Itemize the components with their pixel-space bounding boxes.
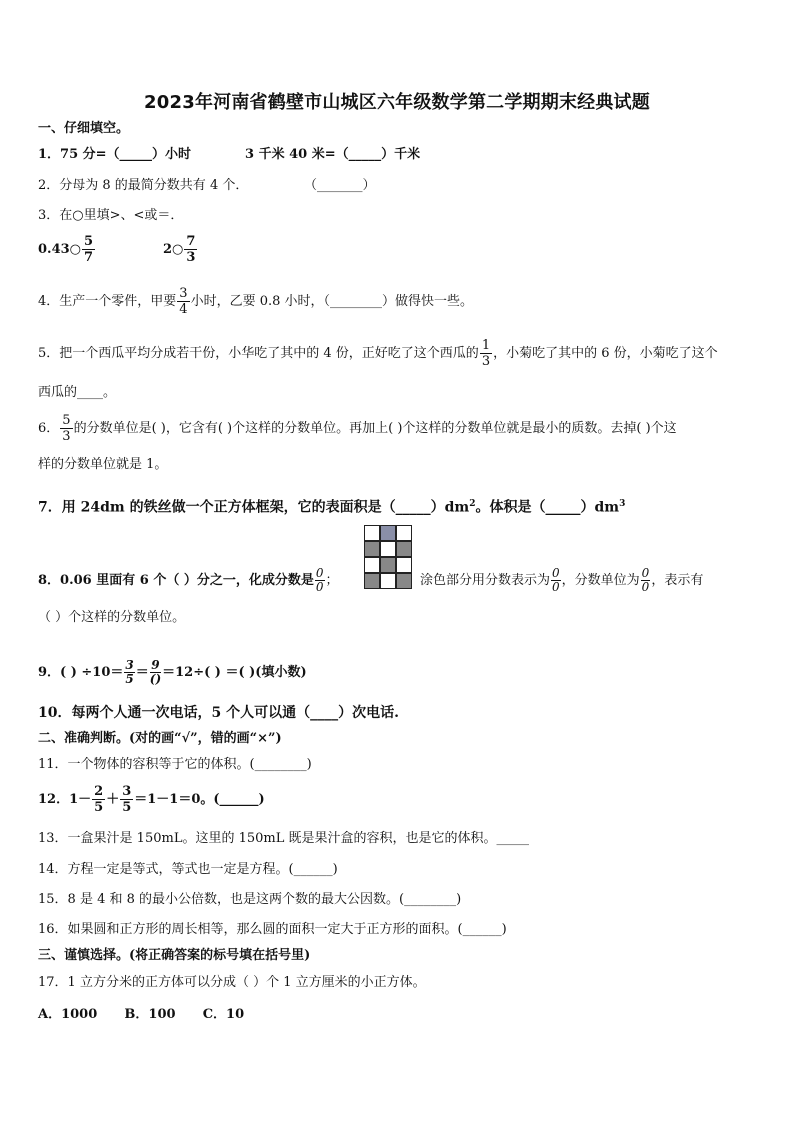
question-6-line2: 样的分数单位就是 1。 [38,457,168,472]
question-8-middle: 涂色部分用分数表示为 [420,573,551,588]
fraction-blank [315,567,325,594]
question-9 [38,659,307,686]
fraction [184,234,197,265]
section-3-heading: 三、谨慎选择。(将正确答案的标号填在括号里) [38,948,311,963]
fraction [150,659,161,686]
grid-cell [396,557,412,573]
fraction [92,784,105,815]
question-1a: 1．75 分=（_____）小时 [38,147,192,162]
question-7-text: 7．用 24dm 的铁丝做一个正方体框架，它的表面积是（_____）dm [38,499,470,516]
fraction [177,286,189,317]
question-8 [38,567,339,594]
page-title: 2023年河南省鹤壁市山城区六年级数学第二学期期末经典试题 [144,92,650,113]
section-2-heading: 二、准确判断。(对的画“√”，错的画“×”) [38,731,282,746]
fraction [82,234,95,265]
fraction-blank [641,567,651,594]
fraction-numerator: 0 [641,566,650,580]
shaded-grid-figure [364,525,412,589]
fraction-numerator: 0 [315,566,324,580]
superscript: 2 [469,499,476,509]
fraction-denominator: 3 [62,429,71,444]
fraction-numerator: 7 [186,234,196,249]
grid-cell-shaded [364,573,380,589]
question-2-blank: （_______） [304,178,376,193]
fraction [120,784,133,815]
question-8-suffix: ，表示有 [651,573,704,588]
question-12 [38,784,265,815]
question-7-middle: 。体积是（_____）dm [475,499,620,516]
grid-cell [396,525,412,541]
question-12-suffix: ＝1－1＝0。(______) [134,792,265,807]
question-6 [38,413,677,444]
question-15: 15．8 是 4 和 8 的最小公倍数，也是这两个数的最大公因数。(________) [38,892,462,907]
fraction-denominator: 5 [94,800,104,815]
question-5-line2: 西瓜的____。 [38,385,117,400]
question-17-options: A．1000 B．100 C．10 [38,1007,245,1022]
fraction-numerator: 0 [552,566,560,580]
fraction-numerator: 5 [84,234,94,249]
question-7 [38,495,625,517]
question-5-suffix: ，小菊吃了其中的 6 份，小菊吃了这个 [493,346,718,361]
fraction-denominator: 5 [122,800,132,815]
grid-cell [380,573,396,589]
fraction [124,659,134,686]
fraction-denominator: 0 [641,580,650,594]
question-3b [163,234,198,265]
question-14: 14．方程一定是等式，等式也一定是方程。(______) [38,862,338,877]
grid-cell [364,525,380,541]
fraction-numerator: 9 [151,658,160,672]
question-1b: 3 千米 40 米=（_____）千米 [245,147,421,162]
plus-sign: ＋ [106,792,120,807]
question-4-suffix: 小时，乙要 0.8 小时，（________）做得快一些。 [190,294,474,309]
fraction-denominator: 7 [84,250,94,265]
question-12-prefix: 12．1－ [38,792,92,807]
grid-cell [380,541,396,557]
question-3b-prefix: 2○ [163,242,184,257]
question-5 [38,338,718,369]
fraction-denominator: 0 [315,580,324,594]
grid-cell [364,557,380,573]
fraction-denominator: 0 [552,580,560,594]
question-2-text: 2．分母为 8 的最简分数共有 4 个． [38,178,249,193]
question-2 [38,177,248,195]
question-13: 13．一盒果汁是 150mL。这里的 150mL 既是果汁盒的容积，也是它的体积。_____ [38,831,529,846]
question-17: 17．1 立方分米的正方体可以分成（ ）个 1 立方厘米的小正方体。 [38,975,426,990]
question-6-suffix: 的分数单位是( )，它含有( )个这样的分数单位。再加上( )个这样的分数单位就是最小的质数。去掉( )个这 [73,421,677,436]
question-11: 11．一个物体的容积等于它的体积。(________) [38,757,312,772]
question-16: 16．如果圆和正方形的周长相等，那么圆的面积一定大于正方形的面积。(______) [38,922,507,937]
question-3a-prefix: 0.43○ [38,242,82,257]
question-9-suffix: ＝12÷( ) ＝( )(填小数) [162,665,307,680]
fraction-numerator: 3 [125,658,134,672]
fraction-blank [551,567,561,594]
question-3a [38,234,96,265]
question-3-text: 3．在○里填>、<或＝． [38,208,184,223]
superscript: 3 [619,499,626,509]
question-6-prefix: 6． [38,421,60,436]
grid-cell-shaded [396,541,412,557]
section-1-heading: 一、仔细填空。 [38,121,130,136]
fraction-numerator: 3 [179,286,188,301]
question-4 [38,286,473,317]
question-8-middle-2: ，分数单位为 [561,573,640,588]
grid-cell-shaded [364,541,380,557]
fraction-denominator: () [149,672,162,686]
fraction-numerator: 5 [62,413,71,428]
fraction-numerator: 2 [94,784,104,799]
fraction-numerator: 1 [481,338,491,353]
fraction-denominator: 5 [125,672,134,686]
grid-cell-shaded [380,525,396,541]
equals-sign: ＝ [135,665,149,680]
semicolon: ； [325,573,339,588]
grid-cell-shaded [380,557,396,573]
question-8-continued [420,567,703,594]
fraction-numerator: 3 [122,784,132,799]
question-8-line2: （ ）个这样的分数单位。 [38,610,186,625]
question-8-prefix: 8．0.06 里面有 6 个（ ）分之一，化成分数是 [38,573,314,588]
grid-cell-shaded [396,573,412,589]
fraction [480,338,492,369]
fraction-denominator: 3 [481,354,491,369]
fraction-denominator: 3 [186,250,196,265]
question-10: 10．每两个人通一次电话，5 个人可以通（____）次电话. [38,705,399,721]
question-9-prefix: 9．( ) ÷10＝ [38,665,124,680]
question-5-prefix: 5．把一个西瓜平均分成若干份，小华吃了其中的 4 份，正好吃了这个西瓜的 [38,346,479,361]
question-4-prefix: 4．生产一个零件，甲要 [38,294,177,309]
fraction-denominator: 4 [179,302,188,317]
fraction [60,413,72,444]
